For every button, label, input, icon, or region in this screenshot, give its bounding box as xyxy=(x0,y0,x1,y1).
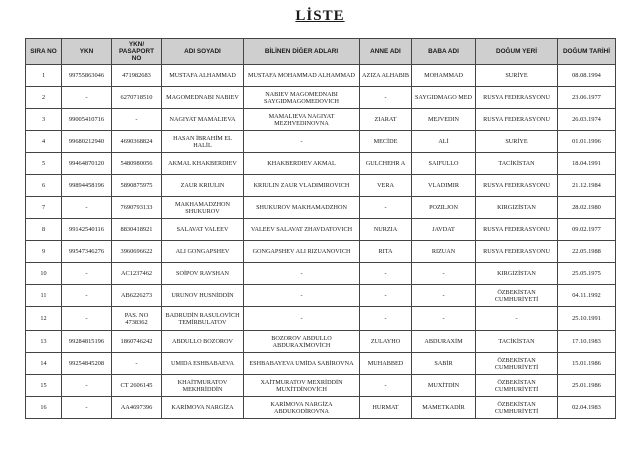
cell-other-names: VALEEV SALAVAT ZHAVDATOVICH xyxy=(244,219,360,241)
cell-passport-no: 4690368824 xyxy=(112,131,162,153)
cell-ykn: - xyxy=(62,87,112,109)
table-row xyxy=(26,65,616,87)
column-header-passport-no: YKN/ PASAPORT NO xyxy=(112,39,162,65)
cell-birth-place: TACİKİSTAN xyxy=(476,331,558,353)
cell-father-name: VLADIMIR xyxy=(412,175,476,197)
cell-birth-place: RUSYA FEDERASYONU xyxy=(476,87,558,109)
cell-father-name: SAYGIDMAGO MED xyxy=(412,87,476,109)
table-header-row xyxy=(26,39,616,65)
cell-mother-name: - xyxy=(360,197,412,219)
cell-birth-place: RUSYA FEDERASYONU xyxy=(476,241,558,263)
column-header-father-name: BABA ADI xyxy=(412,39,476,65)
cell-mother-name: - xyxy=(360,87,412,109)
cell-sira-no: 9 xyxy=(26,241,62,263)
cell-mother-name: - xyxy=(360,285,412,307)
cell-birth-date: 28.02.1980 xyxy=(558,197,616,219)
cell-sira-no: 15 xyxy=(26,375,62,397)
cell-father-name: MAMETKADİR xyxy=(412,397,476,419)
cell-sira-no: 11 xyxy=(26,285,62,307)
table-row xyxy=(26,219,616,241)
cell-birth-date: 18.04.1991 xyxy=(558,153,616,175)
cell-sira-no: 3 xyxy=(26,109,62,131)
table-row xyxy=(26,109,616,131)
cell-sira-no: 4 xyxy=(26,131,62,153)
cell-passport-no: - xyxy=(112,353,162,375)
cell-full-name: URUNOV HUSNİDDİN xyxy=(162,285,244,307)
cell-birth-date: 15.01.1986 xyxy=(558,353,616,375)
cell-mother-name: ZULAYHO xyxy=(360,331,412,353)
cell-father-name: RIZUAN xyxy=(412,241,476,263)
column-header-ykn: YKN xyxy=(62,39,112,65)
cell-birth-date: 25.10.1991 xyxy=(558,307,616,331)
cell-birth-date: 02.04.1983 xyxy=(558,397,616,419)
cell-other-names: MAMALIEVA NAGIYAT MEZHVEDINOVNA xyxy=(244,109,360,131)
cell-mother-name: MECİDE xyxy=(360,131,412,153)
table-row xyxy=(26,131,616,153)
cell-mother-name: MUHABBED xyxy=(360,353,412,375)
cell-birth-date: 25.05.1975 xyxy=(558,263,616,285)
cell-mother-name: - xyxy=(360,263,412,285)
cell-birth-date: 22.05.1988 xyxy=(558,241,616,263)
cell-other-names: KARİMOVA NARGİZA ABDUKODİROVNA xyxy=(244,397,360,419)
column-header-mother-name: ANNE ADI xyxy=(360,39,412,65)
cell-sira-no: 12 xyxy=(26,307,62,331)
cell-ykn: 99464870120 xyxy=(62,153,112,175)
cell-other-names: NABIEV MAGOMEDNABI SAYGIDMAGOMEDOVICH xyxy=(244,87,360,109)
cell-ykn: 99680212940 xyxy=(62,131,112,153)
cell-mother-name: VERA xyxy=(360,175,412,197)
cell-birth-place: ÖZBEKİSTAN CUMHURİYETİ xyxy=(476,397,558,419)
cell-father-name: SABİR xyxy=(412,353,476,375)
cell-full-name: HASAN İBRAHİM EL HALİL xyxy=(162,131,244,153)
cell-father-name: SAIFULLO xyxy=(412,153,476,175)
cell-birth-place: KIRGIZİSTAN xyxy=(476,263,558,285)
cell-other-names: GONGAPSHEV ALI RIZUANOVICH xyxy=(244,241,360,263)
cell-father-name: - xyxy=(412,263,476,285)
cell-birth-date: 04.11.1992 xyxy=(558,285,616,307)
cell-ykn: 99284815196 xyxy=(62,331,112,353)
cell-birth-place: ÖZBEKİSTAN CUMHURİYETİ xyxy=(476,353,558,375)
table-row xyxy=(26,307,616,331)
cell-other-names: - xyxy=(244,285,360,307)
cell-full-name: NAGIYAT MAMALIEVA xyxy=(162,109,244,131)
cell-sira-no: 14 xyxy=(26,353,62,375)
cell-ykn: - xyxy=(62,285,112,307)
cell-full-name: UMIDA ESHBABAEVA xyxy=(162,353,244,375)
table-row xyxy=(26,153,616,175)
cell-other-names: - xyxy=(244,131,360,153)
cell-passport-no: 3960696622 xyxy=(112,241,162,263)
cell-mother-name: NURZIA xyxy=(360,219,412,241)
cell-passport-no: AA4697396 xyxy=(112,397,162,419)
cell-birth-place: - xyxy=(476,307,558,331)
cell-full-name: KARİMOVA NARGİZA xyxy=(162,397,244,419)
cell-father-name: JAVDAT xyxy=(412,219,476,241)
cell-birth-date: 26.03.1974 xyxy=(558,109,616,131)
cell-mother-name: RITA xyxy=(360,241,412,263)
cell-father-name: MUXİTDİN xyxy=(412,375,476,397)
cell-mother-name: HURMAT xyxy=(360,397,412,419)
cell-full-name: ALI GONGAPSHEV xyxy=(162,241,244,263)
cell-birth-place: RUSYA FEDERASYONU xyxy=(476,219,558,241)
page-title: LİSTE xyxy=(295,8,345,24)
cell-mother-name: AZIZA ALHABIB xyxy=(360,65,412,87)
cell-full-name: KHAİTMURATOV MEKHRİDDİN xyxy=(162,375,244,397)
column-header-sira-no: SIRA NO xyxy=(26,39,62,65)
table-row xyxy=(26,331,616,353)
table-row xyxy=(26,397,616,419)
person-list-table xyxy=(25,38,616,419)
cell-birth-place: RUSYA FEDERASYONU xyxy=(476,109,558,131)
cell-mother-name: GULCHEHR A xyxy=(360,153,412,175)
cell-birth-date: 17.10.1983 xyxy=(558,331,616,353)
cell-birth-place: SURİYE xyxy=(476,131,558,153)
cell-mother-name: ZIARAT xyxy=(360,109,412,131)
cell-other-names: KHAKBERDIEV AKMAL xyxy=(244,153,360,175)
cell-ykn: - xyxy=(62,197,112,219)
cell-birth-date: 21.12.1984 xyxy=(558,175,616,197)
cell-birth-place: SURİYE xyxy=(476,65,558,87)
cell-ykn: - xyxy=(62,375,112,397)
cell-full-name: SOİPOV RAVSHAN xyxy=(162,263,244,285)
cell-sira-no: 16 xyxy=(26,397,62,419)
cell-birth-place: ÖZBEKİSTAN CUMHURİYETİ xyxy=(476,285,558,307)
cell-other-names: MUSTAFA MOHAMMAD ALHAMMAD xyxy=(244,65,360,87)
cell-sira-no: 10 xyxy=(26,263,62,285)
cell-full-name: BADRUDİN RASULOVİCH TEMİRBULATOV xyxy=(162,307,244,331)
table-row xyxy=(26,175,616,197)
column-header-birth-place: DOĞUM YERİ xyxy=(476,39,558,65)
cell-ykn: 99254845208 xyxy=(62,353,112,375)
cell-birth-place: TACİKİSTAN xyxy=(476,153,558,175)
cell-sira-no: 2 xyxy=(26,87,62,109)
cell-passport-no: 5480980056 xyxy=(112,153,162,175)
cell-other-names: BOZOROV ABDULLO ABDURAXİMOVİCH xyxy=(244,331,360,353)
cell-mother-name: - xyxy=(360,375,412,397)
cell-full-name: ABDULLO BOZOROV xyxy=(162,331,244,353)
cell-full-name: MAGOMEDNABI NABIEV xyxy=(162,87,244,109)
cell-sira-no: 6 xyxy=(26,175,62,197)
cell-birth-date: 09.02.1977 xyxy=(558,219,616,241)
table-body xyxy=(26,65,616,419)
cell-other-names: KRIULIN ZAUR VLADIMIROVICH xyxy=(244,175,360,197)
cell-other-names: ESHBABAYEVA UMİDA SABİROVNA xyxy=(244,353,360,375)
table-row xyxy=(26,197,616,219)
table-row xyxy=(26,353,616,375)
cell-full-name: ZAUR KRIULIN xyxy=(162,175,244,197)
cell-birth-place: RUSYA FEDERASYONU xyxy=(476,175,558,197)
cell-birth-date: 23.06.1977 xyxy=(558,87,616,109)
cell-birth-date: 08.08.1994 xyxy=(558,65,616,87)
cell-mother-name: - xyxy=(360,307,412,331)
cell-passport-no: 1860746242 xyxy=(112,331,162,353)
cell-passport-no: - xyxy=(112,109,162,131)
column-header-birth-date: DOĞUM TARİHİ xyxy=(558,39,616,65)
cell-sira-no: 5 xyxy=(26,153,62,175)
cell-other-names: - xyxy=(244,307,360,331)
cell-passport-no: AB6226273 xyxy=(112,285,162,307)
table-row xyxy=(26,285,616,307)
cell-full-name: MAKHAMADZHON SHUKUROV xyxy=(162,197,244,219)
cell-full-name: AKMAL KHAKBERDIEV xyxy=(162,153,244,175)
cell-ykn: - xyxy=(62,263,112,285)
cell-ykn: 99547346276 xyxy=(62,241,112,263)
column-header-full-name: ADI SOYADI xyxy=(162,39,244,65)
cell-ykn: - xyxy=(62,397,112,419)
cell-father-name: MOHAMMAD xyxy=(412,65,476,87)
cell-father-name: ABDURAXİM xyxy=(412,331,476,353)
cell-passport-no: PAS. NO 4738362 xyxy=(112,307,162,331)
cell-birth-place: ÖZBEKİSTAN CUMHURİYETİ xyxy=(476,375,558,397)
cell-ykn: 99755863046 xyxy=(62,65,112,87)
cell-ykn: - xyxy=(62,307,112,331)
cell-father-name: POZILJON xyxy=(412,197,476,219)
cell-father-name: ALİ xyxy=(412,131,476,153)
cell-passport-no: CT 2606145 xyxy=(112,375,162,397)
cell-passport-no: 8830418921 xyxy=(112,219,162,241)
cell-other-names: SHUKUROV MAKHAMADZHON xyxy=(244,197,360,219)
table-row xyxy=(26,241,616,263)
cell-ykn: 99142540116 xyxy=(62,219,112,241)
column-header-other-names: BİLİNEN DİĞER ADLARI xyxy=(244,39,360,65)
cell-passport-no: 5890875975 xyxy=(112,175,162,197)
cell-passport-no: 7690793133 xyxy=(112,197,162,219)
cell-sira-no: 13 xyxy=(26,331,62,353)
cell-ykn: 99894458196 xyxy=(62,175,112,197)
cell-full-name: SALAVAT VALEEV xyxy=(162,219,244,241)
cell-other-names: XAİTMURATOV MEXRİDDİN MUXİTDİNOVİCH xyxy=(244,375,360,397)
cell-birth-date: 01.01.1996 xyxy=(558,131,616,153)
cell-father-name: - xyxy=(412,307,476,331)
table-row xyxy=(26,375,616,397)
cell-passport-no: 471982683 xyxy=(112,65,162,87)
cell-full-name: MUSTAFA ALHAMMAD xyxy=(162,65,244,87)
cell-father-name: - xyxy=(412,285,476,307)
cell-sira-no: 8 xyxy=(26,219,62,241)
cell-passport-no: AC1237462 xyxy=(112,263,162,285)
cell-sira-no: 1 xyxy=(26,65,62,87)
table-row xyxy=(26,263,616,285)
table-row xyxy=(26,87,616,109)
cell-father-name: MEJVEDIN xyxy=(412,109,476,131)
cell-birth-date: 25.01.1986 xyxy=(558,375,616,397)
cell-birth-place: KIRGIZİSTAN xyxy=(476,197,558,219)
cell-passport-no: 6270718510 xyxy=(112,87,162,109)
cell-sira-no: 7 xyxy=(26,197,62,219)
cell-ykn: 99005410716 xyxy=(62,109,112,131)
cell-other-names: - xyxy=(244,263,360,285)
